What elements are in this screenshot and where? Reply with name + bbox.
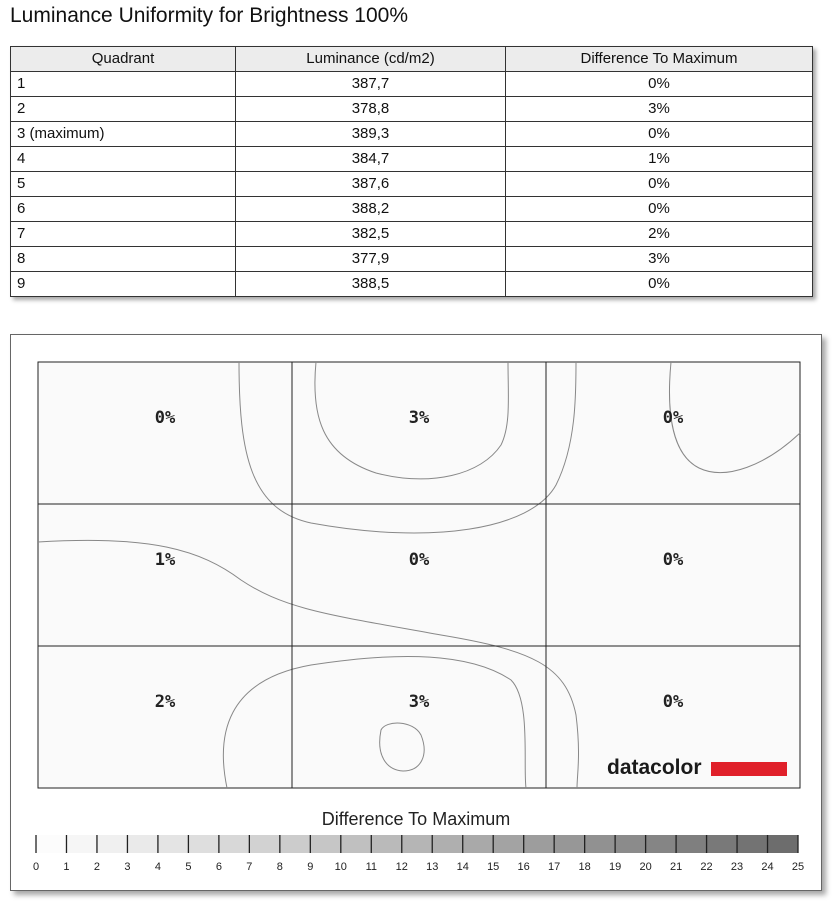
heatmap-cell-label: 1% <box>154 550 176 570</box>
legend-swatch <box>66 835 96 853</box>
legend-tick-label: 9 <box>307 861 314 873</box>
legend-swatch <box>127 835 157 853</box>
heatmap-cell-label: 3% <box>408 408 430 428</box>
legend-tick-label: 20 <box>639 861 652 873</box>
luminance-cell: 384,7 <box>236 147 506 172</box>
heatmap-cell-label: 0% <box>662 692 684 712</box>
heatmap-cell-label: 0% <box>662 550 684 570</box>
logo-bar <box>711 762 787 776</box>
difference-cell: 2% <box>506 222 813 247</box>
uniformity-chart-panel <box>10 334 822 891</box>
legend-swatch <box>554 835 584 853</box>
luminance-cell: 382,5 <box>236 222 506 247</box>
legend-tick-label: 3 <box>124 861 131 873</box>
quadrant-cell: 9 <box>11 272 236 297</box>
legend-swatch <box>768 835 798 853</box>
legend-swatch <box>97 835 127 853</box>
table-row <box>11 222 813 247</box>
legend-tick-label: 22 <box>700 861 713 873</box>
table-row <box>11 197 813 222</box>
legend-tick-label: 16 <box>517 861 530 873</box>
difference-cell: 1% <box>506 147 813 172</box>
header-difference: Difference To Maximum <box>506 47 813 72</box>
legend-tick-label: 6 <box>215 861 222 873</box>
difference-cell: 0% <box>506 172 813 197</box>
heatmap-cell-label: 0% <box>154 408 176 428</box>
luminance-cell: 388,2 <box>236 197 506 222</box>
luminance-table <box>10 46 813 297</box>
legend-tick-label: 2 <box>93 861 101 873</box>
legend-tick-label: 17 <box>548 861 561 873</box>
heatmap-cell-label: 2% <box>154 692 176 712</box>
uniformity-heatmap <box>11 335 821 890</box>
legend-tick-label: 13 <box>426 861 439 873</box>
color-scale-legend <box>33 835 804 873</box>
table-header-row <box>11 47 813 72</box>
legend-tick-label: 25 <box>791 861 805 873</box>
legend-tick-label: 21 <box>669 861 683 873</box>
legend-swatch <box>402 835 432 853</box>
heatmap-cell-label: 0% <box>662 408 684 428</box>
table-row <box>11 247 813 272</box>
heatmap-cell-label: 3% <box>408 692 430 712</box>
legend-tick-label: 0 <box>32 861 40 873</box>
legend-tick-label: 18 <box>578 861 591 873</box>
legend-tick-label: 19 <box>608 861 622 873</box>
luminance-cell: 378,8 <box>236 97 506 122</box>
table-row <box>11 122 813 147</box>
quadrant-cell: 6 <box>11 197 236 222</box>
difference-cell: 3% <box>506 247 813 272</box>
legend-swatch <box>371 835 401 853</box>
legend-swatch <box>676 835 706 853</box>
legend-swatch <box>524 835 554 853</box>
difference-cell: 0% <box>506 72 813 97</box>
legend-swatch <box>341 835 371 853</box>
legend-swatch <box>646 835 676 853</box>
heatmap-cell-label: 0% <box>408 550 430 570</box>
header-luminance: Luminance (cd/m2) <box>236 47 506 72</box>
luminance-table-container <box>10 46 813 297</box>
quadrant-cell: 2 <box>11 97 236 122</box>
legend-swatch <box>707 835 737 853</box>
page-title: Luminance Uniformity for Brightness 100% <box>10 4 409 27</box>
legend-tick-label: 8 <box>276 861 283 873</box>
quadrant-cell: 5 <box>11 172 236 197</box>
luminance-cell: 377,9 <box>236 247 506 272</box>
legend-swatch <box>188 835 218 853</box>
difference-cell: 0% <box>506 272 813 297</box>
luminance-cell: 388,5 <box>236 272 506 297</box>
legend-swatch <box>585 835 615 853</box>
quadrant-cell: 8 <box>11 247 236 272</box>
legend-swatch <box>493 835 523 853</box>
luminance-cell: 387,7 <box>236 72 506 97</box>
legend-swatch <box>737 835 767 853</box>
table-row <box>11 272 813 297</box>
legend-swatch <box>280 835 310 853</box>
quadrant-cell: 4 <box>11 147 236 172</box>
legend-tick-label: 24 <box>761 861 774 873</box>
legend-swatch <box>310 835 340 853</box>
logo-text: datacolor <box>607 756 702 779</box>
table-row <box>11 147 813 172</box>
difference-cell: 0% <box>506 122 813 147</box>
legend-title: Difference To Maximum <box>321 809 511 829</box>
legend-tick-label: 5 <box>185 861 192 873</box>
legend-tick-label: 1 <box>63 861 70 873</box>
header-quadrant: Quadrant <box>11 47 236 72</box>
legend-swatch <box>158 835 188 853</box>
luminance-cell: 389,3 <box>236 122 506 147</box>
table-row <box>11 97 813 122</box>
quadrant-cell: 3 (maximum) <box>11 122 236 147</box>
legend-swatch <box>249 835 279 853</box>
difference-cell: 3% <box>506 97 813 122</box>
table-row <box>11 72 813 97</box>
legend-swatch <box>219 835 249 853</box>
legend-tick-label: 7 <box>246 861 253 873</box>
legend-swatch <box>36 835 66 853</box>
legend-tick-label: 10 <box>334 861 347 873</box>
difference-cell: 0% <box>506 197 813 222</box>
luminance-cell: 387,6 <box>236 172 506 197</box>
legend-swatch <box>463 835 493 853</box>
legend-tick-label: 4 <box>154 861 161 873</box>
legend-swatch <box>615 835 645 853</box>
legend-tick-label: 15 <box>487 861 500 873</box>
quadrant-cell: 1 <box>11 72 236 97</box>
legend-tick-label: 14 <box>456 861 469 873</box>
table-row <box>11 172 813 197</box>
legend-tick-label: 11 <box>365 861 377 873</box>
legend-swatch <box>432 835 462 853</box>
legend-tick-label: 23 <box>730 861 744 873</box>
legend-tick-label: 12 <box>395 861 408 873</box>
quadrant-cell: 7 <box>11 222 236 247</box>
